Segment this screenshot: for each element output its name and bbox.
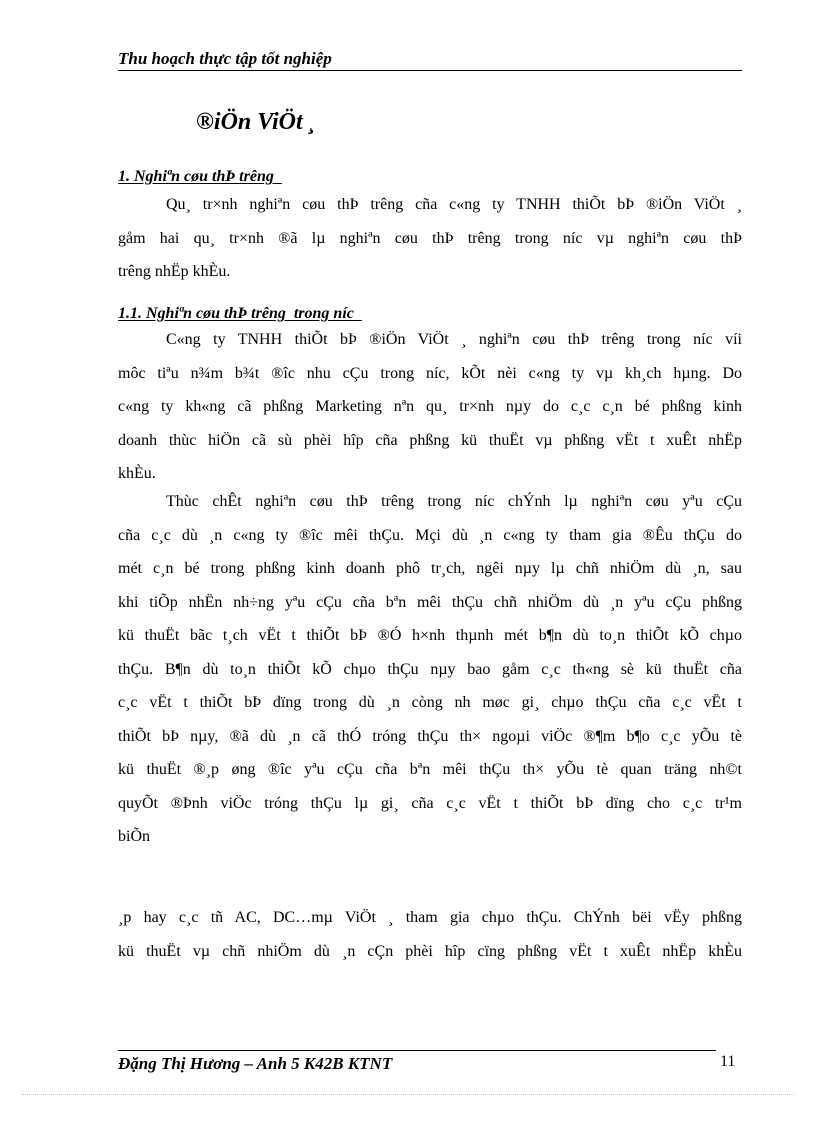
text-line: khi tiÕp nhËn nh÷ng yªu cÇu cña bªn mêi thÇu chñ nhiÖm dù ¸n yªu cÇu phßng: [118, 593, 742, 611]
text-line: môc tiªu n¾m b¾t ®îc nhu cÇu trong níc, kÕt nèi c«ng ty vµ kh¸ch hµng. Do: [118, 364, 742, 382]
page-number: 11: [720, 1053, 736, 1070]
text-line: doanh thùc hiÖn cã sù phèi hîp cña phßng kü thuËt vµ phßng vËt t xuÊt nhËp: [118, 431, 742, 449]
text-line: kü thuËt ®¸p øng ®îc yªu cÇu cña bªn mêi thÇu th× yÕu tè quan träng nh©t: [118, 761, 742, 778]
text-line: gåm hai qu¸ tr×nh ®ã lµ nghiªn cøu thÞ trêng trong níc vµ nghiªn cøu thÞ: [118, 229, 742, 247]
text-line: mét c¸n bé trong phßng kinh doanh phô tr¸ch, ngêi nµy lµ chñ nhiÖm dù ¸n, sau: [118, 560, 742, 577]
text-line: c¸c vËt t thiÕt bÞ dïng trong dù ¸n còng nh møc gi¸ chµo thÇu cña c¸c vËt t: [118, 694, 742, 711]
section-1-1-paragraph-1: [118, 323, 742, 491]
section-heading-1: 1. Nghiªn cøu thÞ trêng: [118, 168, 282, 185]
text-line: cña c¸c dù ¸n c«ng ty ®îc mêi thÇu. Mçi dù ¸n c«ng ty tham gia ®Êu thÇu do: [118, 526, 742, 544]
section-1-1-paragraph-2: [118, 485, 742, 854]
text-line: biÕn: [118, 828, 150, 845]
header-rule: [118, 70, 742, 71]
text-line: thÇu. B¶n dù to¸n thiÕt kÕ chµo thÇu nµy bao gåm c¸c th«ng sè kü thuËt cña: [118, 660, 742, 678]
section-heading-1-1: 1.1. Nghiªn cøu thÞ trêng trong níc: [118, 305, 362, 322]
text-line: trêng nhËp khÈu.: [118, 263, 231, 280]
text-line: kü thuËt bãc t¸ch vËt t thiÕt bÞ ®Ó h×nh thµnh mét b¶n dù to¸n thiÕt kÕ chµo: [118, 627, 742, 644]
page-bottom-border: [22, 1094, 794, 1095]
text-line: quyÕt ®Þnh viÖc tróng thÇu lµ gi¸ cña c¸c vËt t thiÕt bÞ dïng cho c¸c tr¹m: [118, 794, 742, 812]
text-line: C«ng ty TNHH thiÕt bÞ ®iÖn ViÖt ¸ nghiªn cøu thÞ trêng trong níc víi: [166, 331, 742, 348]
section-1-1-paragraph-3: [118, 901, 742, 968]
text-line: Thùc chÊt nghiªn cøu thÞ trêng trong níc chÝnh lµ nghiªn cøu yªu cÇu: [166, 493, 742, 510]
text-line: thiÕt bÞ nµy, ®ã dù ¸n cã thÓ tróng thÇu th× ngoµi viÖc ®¶m b¶o c¸c yÕu tè: [118, 727, 742, 745]
text-line: ¸p hay c¸c tñ AC, DC…mµ ViÖt ¸ tham gia chµo thÇu. ChÝnh bëi vËy phßng: [118, 909, 742, 926]
text-line: Qu¸ tr×nh nghiªn cøu thÞ trêng cña c«ng ty TNHH thiÕt bÞ ®iÖn ViÖt ¸: [166, 196, 742, 213]
section-1-paragraph: [118, 188, 742, 289]
footer-author: Đặng Thị Hương – Anh 5 K42B KTNT: [118, 1054, 393, 1073]
text-line: kü thuËt vµ chñ nhiÖm dù ¸n cÇn phèi hîp cïng phßng vËt t xuÊt nhËp khÈu: [118, 942, 742, 960]
text-line: khÈu.: [118, 465, 156, 482]
document-title: ®iÖn ViÖt ¸: [196, 109, 317, 135]
running-header: Thu hoạch thực tập tốt nghiệp: [118, 49, 332, 68]
footer-rule: [118, 1050, 716, 1051]
text-line: c«ng ty kh«ng cã phßng Marketing nªn qu¸ tr×nh nµy do c¸c c¸n bé phßng kinh: [118, 398, 742, 415]
